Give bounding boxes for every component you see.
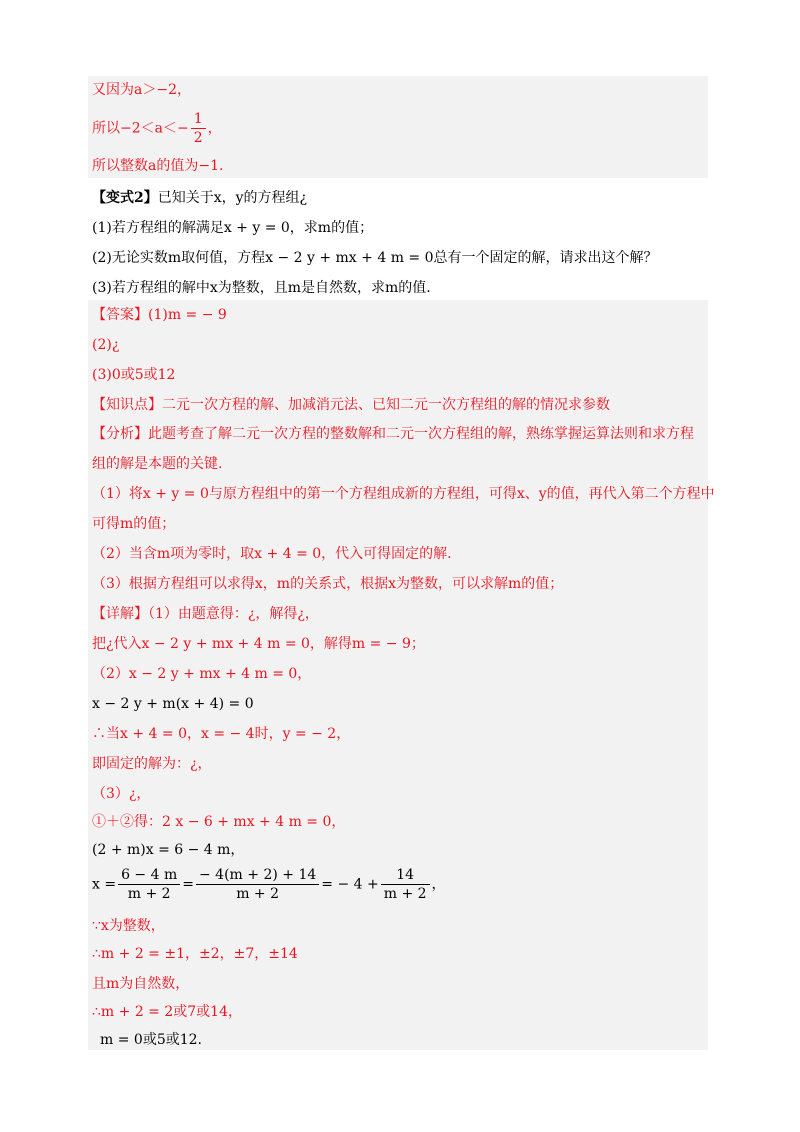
answer-line: 【答案】(1)m = − 9: [92, 307, 227, 323]
analysis-step: （2）当含m项为零时，取x + 4 = 0，代入可得固定的解.: [92, 546, 452, 562]
text-line: 又因为a＞−2，: [92, 82, 191, 98]
fraction: $\frac{- 4(m + 2) + 14}{m + 2}$: [196, 866, 319, 903]
detail-line: ∵x为整数，: [92, 918, 165, 934]
detail-line: ①＋②得：2 x − 6 + mx + 4 m = 0，: [92, 814, 346, 830]
answer-line: (3)0或5或12: [92, 367, 176, 383]
question-3: (3)若方程组的解中x为整数，且m是自然数，求m的值.: [92, 280, 431, 296]
problem-label: 【变式2】: [92, 190, 158, 206]
text-line-fraction: 所以−2＜a＜− $\frac{1}{2}$ ，: [92, 111, 222, 146]
knowledge-line: 【知识点】二元一次方程的解、加减消元法、已知二元一次方程组的解的情况求参数: [92, 397, 610, 413]
problem-stem: 【变式2】已知关于x，y的方程组¿: [92, 190, 308, 206]
analysis-step: 可得m的值；: [92, 516, 176, 532]
analysis-line: 组的解是本题的关键.: [92, 456, 223, 472]
detail-line: （2）x − 2 y + mx + 4 m = 0，: [92, 666, 312, 682]
detail-line: (2 + m)x = 6 − 4 m，: [92, 842, 245, 858]
detail-line: ∴m + 2 = ±1，±2，±7，±14: [92, 946, 298, 962]
analysis-step: （1）将x + y = 0与原方程组中的第一个方程组成新的方程组，可得x、y的值，再代入第二个方程中: [92, 486, 715, 502]
detail-line: x − 2 y + m(x + 4) = 0: [92, 696, 254, 712]
detail-line: 把¿代入x − 2 y + mx + 4 m = 0，解得m = − 9；: [92, 636, 425, 652]
question-1: (1)若方程组的解满足x + y = 0，求m的值；: [92, 220, 374, 236]
fraction: $\frac{14}{m + 2}$: [381, 866, 430, 903]
fraction: $\frac{1}{2}$: [191, 110, 206, 147]
detail-line: 【详解】（1）由题意得：¿，解得¿，: [92, 606, 319, 622]
detail-line: （3）¿，: [92, 786, 151, 802]
detail-line: ∴m + 2 = 2或7或14，: [92, 1004, 242, 1020]
detail-fraction-line: x = $\frac{6 - 4 m}{m + 2}$ = $\frac{- 4(m + 2) + 14}{m + 2}$ = − 4 + $\frac{14}{m + 2}$ ，: [92, 867, 446, 902]
analysis-line: 【分析】此题考查了解二元一次方程的整数解和二元一次方程组的解，熟练掌握运算法则和求方程: [92, 426, 694, 442]
detail-line: 且m为自然数，: [92, 976, 190, 992]
detail-line: m = 0或5或12.: [100, 1032, 202, 1048]
text-line: 所以整数a的值为−1.: [92, 158, 224, 174]
detail-line: 即固定的解为：¿，: [92, 756, 212, 772]
answer-line: (2)¿: [92, 337, 120, 353]
analysis-step: （3）根据方程组可以求得x，m的关系式，根据x为整数，可以求解m的值；: [92, 576, 564, 592]
question-2: (2)无论实数m取何值，方程x − 2 y + mx + 4 m = 0总有一个固定的解，请求出这个解？: [92, 250, 658, 266]
fraction: $\frac{6 - 4 m}{m + 2}$: [118, 866, 180, 903]
detail-line: ∴当x + 4 = 0，x = − 4时，y = − 2，: [92, 726, 351, 742]
